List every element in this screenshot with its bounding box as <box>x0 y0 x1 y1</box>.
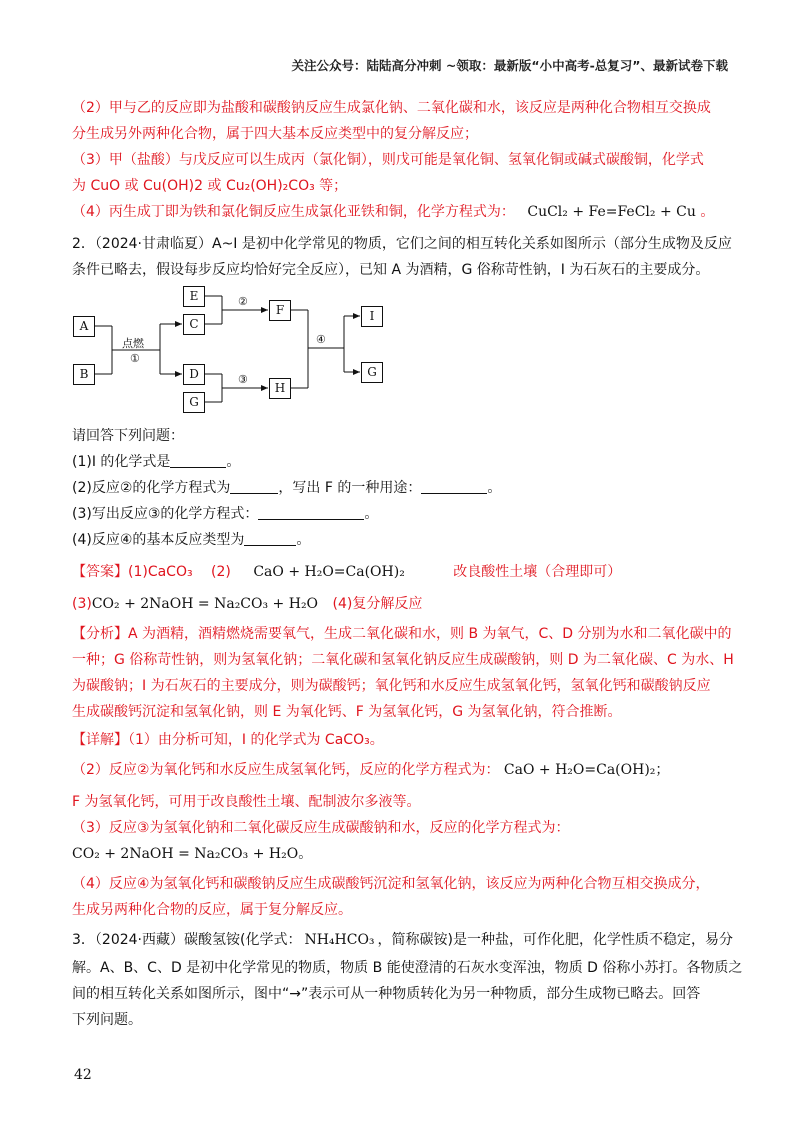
prev-answer-2a: （2）甲与乙的反应即为盐酸和碳酸钠反应生成氯化钠、二氧化碳和水，该反应是两种化合物相互交换成 <box>72 100 711 116</box>
q3-text-b: ，简称碳铵)是一种盐，可作化肥，化学性质不稳定，易分 <box>377 932 734 948</box>
q3-stem-line1 <box>72 930 733 950</box>
detail-3-equation: CO₂ + 2NaOH = Na₂CO₃ + H₂O <box>72 846 299 862</box>
node-g-left: G <box>183 392 205 413</box>
answer-4: (4)复分解反应 <box>332 596 423 612</box>
answer-blank <box>230 479 278 494</box>
node-g-right: G <box>361 362 383 383</box>
q3-stem-line2: 解。A、B、C、D 是初中化学常见的物质，物质 B 能使澄清的石灰水变浑浊，物质 D 俗称小苏打。各物质之 <box>72 960 743 976</box>
analysis-text-1: A 为酒精，酒精燃烧需要氧气，生成二氧化碳和水，则 B 为氧气，C、D 分别为水和二氧化碳中的 <box>128 626 732 642</box>
q3-stem-line4: 下列问题。 <box>72 1012 142 1028</box>
node-d: D <box>183 364 205 385</box>
prev-answer-4-end: 。 <box>700 204 715 220</box>
prev-answer-4 <box>72 202 714 222</box>
detail-text-2: （2）反应②为氧化钙和水反应生成氢氧化钙，反应的化学方程式为： <box>72 762 500 778</box>
q2-sub2-end: 。 <box>487 480 502 496</box>
answer-3-label: (3) <box>72 596 92 612</box>
q2-sub1-end: 。 <box>226 454 241 470</box>
label-step-4: ④ <box>316 333 326 346</box>
prev-answer-4-text: （4）丙生成丁即为铁和氯化铜反应生成氯化亚铁和铜，化学方程式为： <box>72 204 515 220</box>
answer-blank <box>258 505 364 520</box>
node-e: E <box>183 286 205 307</box>
analysis-line4: 生成碳酸钙沉淀和氢氧化钠，则 E 为氧化钙、F 为氢氧化钙，G 为氢氧化钠，符合推断。 <box>72 704 622 720</box>
q3-stem-line3: 间的相互转化关系如图所示，图中“→”表示可从一种物质转化为另一种物质，部分生成物已略去。回答 <box>72 986 701 1002</box>
q2-sub2-text: (2)反应②的化学方程式为 <box>72 480 231 496</box>
detail-line1 <box>72 730 384 750</box>
page-header: 关注公众号：陆陆高分冲刺 ~领取：最新版“小中高考-总复习”、最新试卷下载 <box>291 58 728 73</box>
q2-sub2 <box>72 478 501 498</box>
detail-2-end: ； <box>655 762 670 778</box>
diagram-connectors <box>72 284 402 418</box>
q2-answer-line2 <box>72 594 422 614</box>
answer-label: 【答案】 <box>72 564 128 580</box>
detail-line3: F 为氢氧化钙，可用于改良酸性土壤、配制波尔多液等。 <box>72 794 421 810</box>
answer-1: (1)CaCO₃ <box>128 564 193 580</box>
node-a: A <box>73 316 95 337</box>
q2-sub1-text: (1)I 的化学式是 <box>72 454 171 470</box>
detail-text-1: （1）由分析可知，I 的化学式为 CaCO₃。 <box>128 732 384 748</box>
analysis-line2: 一种；G 俗称苛性钠，则为氢氧化钠；二氧化碳和氢氧化钠反应生成碳酸钠，则 D 为二氧化碳、C 为水、H <box>72 652 734 668</box>
detail-2-equation: CaO + H₂O=Ca(OH)₂ <box>503 762 656 778</box>
q2-sub4-text: (4)反应④的基本反应类型为 <box>72 532 245 548</box>
detail-3-end: 。 <box>298 846 313 862</box>
answer-3-equation: CO₂ + 2NaOH = Na₂CO₃ + H₂O <box>91 596 319 612</box>
detail-line4: （3）反应③为氢氧化钠和二氧化碳反应生成碳酸钠和水，反应的化学方程式为： <box>72 820 570 836</box>
label-ignite: 点燃 <box>122 337 144 350</box>
node-f: F <box>269 300 291 321</box>
answer-blank <box>421 479 487 494</box>
analysis-line1 <box>72 624 732 644</box>
page-number: 42 <box>74 1067 92 1083</box>
q2-sub2-text-b: ，写出 F 的一种用途： <box>278 480 422 496</box>
label-step-3: ③ <box>238 373 248 386</box>
q2-stem-line2: 条件已略去，假设每步反应均恰好完全反应），已知 A 为酒精，G 俗称苛性钠，I 为石灰石的主要成分。 <box>72 262 710 278</box>
answer-2-label: (2) <box>211 564 231 580</box>
prev-answer-2b: 分生成另外两种化合物，属于四大基本反应类型中的复分解反应； <box>72 126 478 142</box>
detail-line6: （4）反应④为氢氧化钙和碳酸钠反应生成碳酸钙沉淀和氢氧化钠，该反应为两种化合物互相交换成分， <box>72 876 710 892</box>
q2-sub3 <box>72 504 378 524</box>
detail-label: 【详解】 <box>72 732 128 748</box>
q2-sub1 <box>72 452 240 472</box>
q3-formula: NH₄HCO₃ <box>304 932 375 948</box>
answer-2-equation: CaO + H₂O=Ca(OH)₂ <box>253 564 405 580</box>
answer-blank <box>244 531 296 546</box>
analysis-line3: 为碳酸钠；I 为石灰石的主要成分，则为碳酸钙；氧化钙和水反应生成氢氧化钙，氢氧化钙和碳酸钠反应 <box>72 678 711 694</box>
q2-sub3-text: (3)写出反应③的化学方程式： <box>72 506 259 522</box>
label-step-1: ① <box>130 352 140 365</box>
answer-2-use: 改良酸性土壤（合理即可） <box>453 564 622 580</box>
q2-answer-line1 <box>72 562 621 582</box>
prev-answer-4-equation: CuCl₂ + Fe=FeCl₂ + Cu <box>527 204 696 220</box>
node-h: H <box>269 378 291 399</box>
q2-sub4-end: 。 <box>296 532 311 548</box>
q2-sub4 <box>72 530 310 550</box>
analysis-label: 【分析】 <box>72 626 128 642</box>
prev-answer-3a: （3）甲（盐酸）与戊反应可以生成丙（氯化铜），则戊可能是氧化铜、氢氧化铜或碱式碳酸铜，化学式 <box>72 152 704 168</box>
q2-stem-line1: 2．（2024·甘肃临夏）A~I 是初中化学常见的物质，它们之间的相互转化关系如图所示（部分生成物及反应 <box>72 236 732 252</box>
label-step-2: ② <box>238 295 248 308</box>
q3-text-a: 3．（2024·西藏）碳酸氢铵(化学式： <box>72 932 302 948</box>
q2-ask: 请回答下列问题： <box>72 428 184 444</box>
node-c: C <box>183 314 205 335</box>
detail-line5 <box>72 844 312 864</box>
node-b: B <box>73 364 95 385</box>
prev-answer-3b: 为 CuO 或 Cu(OH)2 或 Cu₂(OH)₂CO₃ 等； <box>72 178 348 194</box>
answer-blank <box>170 453 226 468</box>
detail-line7: 生成另两种化合物的反应，属于复分解反应。 <box>72 902 352 918</box>
node-i: I <box>361 306 383 327</box>
detail-line2 <box>72 760 669 780</box>
q2-reaction-diagram <box>72 284 402 418</box>
q2-sub3-end: 。 <box>364 506 379 522</box>
